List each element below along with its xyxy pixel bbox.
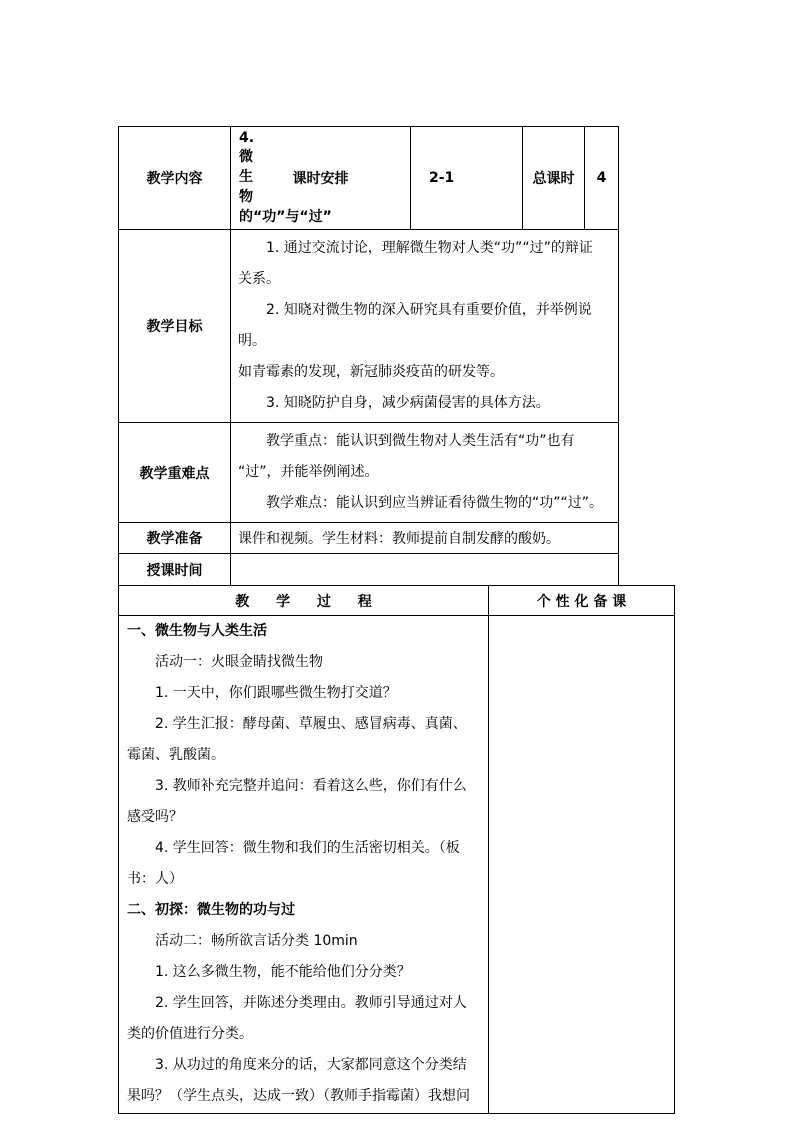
process-line: 活动二：畅所欲言话分类 10min — [155, 933, 358, 949]
preparation-label: 教学准备 — [119, 523, 231, 554]
process-line: 类的价值进行分类。 — [127, 1026, 253, 1042]
schedule-value: 2-1 — [411, 127, 523, 230]
time-label: 授课时间 — [119, 554, 231, 586]
objectives-line: 关系。 — [238, 271, 280, 287]
label-content: 教学内容 — [119, 127, 231, 230]
label-schedule: 课时安排 — [231, 127, 411, 230]
key-points-line: 教学难点：能认识到应当辨证看待微生物的“功”“过”。 — [266, 495, 604, 511]
objectives-line: 3. 知晓防护自身，减少病菌侵害的具体方法。 — [266, 395, 550, 411]
process-header: 教 学 过 程 — [119, 586, 489, 616]
personal-prep-header: 个 性 化 备 课 — [489, 586, 675, 616]
process-body-row — [119, 616, 675, 1114]
section-heading: 一、微生物与人类生活 — [127, 623, 267, 639]
process-line: 1. 一天中，你们跟哪些微生物打交道？ — [155, 685, 397, 701]
label-total: 总课时 — [523, 127, 585, 230]
process-line: 活动一：火眼金睛找微生物 — [155, 654, 323, 670]
process-line: 果吗？（学生点头，达成一致）（教师手指霉菌）我想问 — [127, 1088, 470, 1104]
key-points-line: 教学重点：能认识到微生物对人类生活有“功”也有 — [266, 433, 575, 449]
objectives-row — [119, 230, 675, 423]
preparation-row — [119, 523, 675, 554]
objectives-label: 教学目标 — [119, 230, 231, 423]
process-line: 1. 这么多微生物，能不能给他们分分类？ — [155, 964, 411, 980]
objectives-body — [231, 230, 619, 423]
key-points-row — [119, 423, 675, 523]
preparation-value: 课件和视频。学生材料：教师提前自制发酵的酸奶。 — [231, 523, 619, 554]
total-value: 4 — [585, 127, 619, 230]
key-points-line: “过”，并能举例阐述。 — [238, 464, 379, 480]
objectives-line: 1. 通过交流讨论，理解微生物对人类“功”“过”的辩证 — [266, 240, 593, 256]
process-line: 3. 教师补充完整并追问：看着这么些，你们有什么 — [155, 778, 467, 794]
objectives-line: 2. 知晓对微生物的深入研究具有重要价值，并举例说明。 — [238, 302, 592, 349]
section-heading: 二、初探：微生物的功与过 — [127, 902, 295, 918]
process-line: 霉菌、乳酸菌。 — [127, 747, 225, 763]
process-line: 2. 学生汇报：酵母菌、草履虫、感冒病毒、真菌、 — [155, 716, 467, 732]
time-value — [231, 554, 619, 586]
personal-prep-body — [489, 616, 675, 1114]
process-line: 4. 学生回答：微生物和我们的生活密切相关。（板 — [155, 840, 460, 856]
process-header-row — [119, 586, 675, 616]
header-row: 教学内容 4.微生物的“功”与“过” 课时安排 2-1 总课时 4 — [119, 127, 675, 230]
process-line: 书：人） — [127, 871, 183, 887]
objectives-line: 如青霉素的发现，新冠肺炎疫苗的研发等。 — [238, 364, 504, 380]
process-body — [119, 616, 489, 1114]
time-row — [119, 554, 675, 586]
key-points-label: 教学重难点 — [119, 423, 231, 523]
lesson-plan-table — [118, 126, 675, 1114]
process-line: 感受吗？ — [127, 809, 183, 825]
process-line: 3. 从功过的角度来分的话，大家都同意这个分类结 — [155, 1057, 467, 1073]
key-points-body — [231, 423, 619, 523]
process-line: 2. 学生回答，并陈述分类理由。教师引导通过对人 — [155, 995, 467, 1011]
